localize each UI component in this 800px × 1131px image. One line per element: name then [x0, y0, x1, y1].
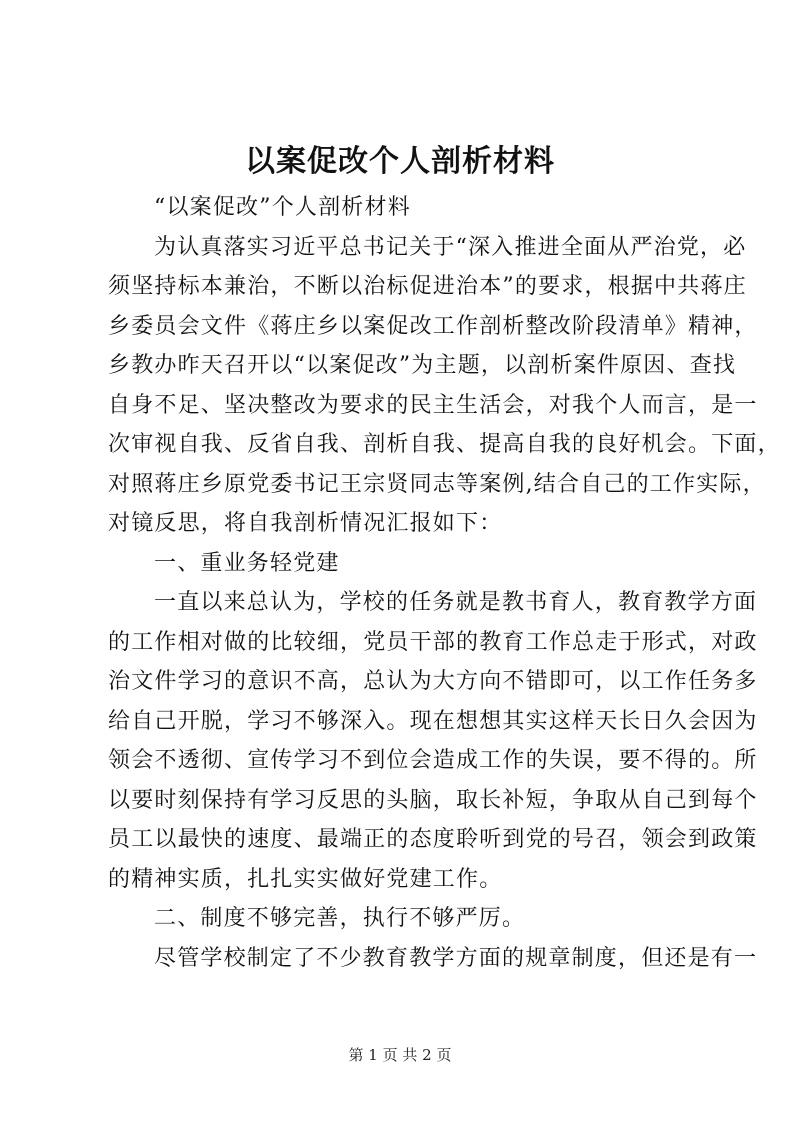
- body-line: 治文件学习的意识不高，总认为大方向不错即可，以工作任务多: [108, 669, 758, 694]
- body-line: 须坚持标本兼治，不断以治标促进治本”的要求，根据中共蒋庄: [108, 274, 747, 299]
- body-line: 领会不透彻、宣传学习不到位会造成工作的失误，要不得的。所: [108, 748, 758, 773]
- section-heading: 二、制度不够完善，执行不够严厉。: [154, 906, 526, 931]
- body-line: 次审视自我、反省自我、剖析自我、提高自我的良好机会。下面，: [108, 432, 781, 457]
- document-body: [108, 188, 781, 978]
- body-line: 乡教办昨天召开以“以案促改”为主题，以剖析案件原因、查找: [108, 353, 737, 378]
- body-line: 的精神实质，扎扎实实做好党建工作。: [108, 866, 503, 892]
- body-line: 乡委员会文件《蒋庄乡以案促改工作剖析整改阶段清单》精神，: [108, 313, 758, 339]
- body-line: 自身不足、坚决整改为要求的民主生活会，对我个人而言，是一: [108, 392, 758, 418]
- subtitle-line: “以案促改”个人剖析材料: [154, 195, 411, 220]
- body-line: 对镜反思，将自我剖析情况汇报如下：: [108, 511, 503, 536]
- body-line: 员工以最快的速度、最端正的态度聆听到党的号召，领会到政策: [108, 827, 758, 852]
- body-line: 的工作相对做的比较细，党员干部的教育工作总走于形式，对政: [108, 629, 758, 655]
- body-line: 一直以来总认为，学校的任务就是教书育人，教育教学方面: [154, 590, 758, 615]
- page-footer: 第 1 页 共 2 页: [348, 1046, 452, 1064]
- body-line: 对照蒋庄乡原党委书记王宗贤同志等案例,结合自己的工作实际，: [108, 471, 766, 497]
- body-line: 尽管学校制定了不少教育教学方面的规章制度，但还是有一: [154, 945, 758, 971]
- body-line: 为认真落实习近平总书记关于“深入推进全面从严治党，必: [154, 234, 747, 260]
- section-heading: 一、重业务轻党建: [154, 550, 340, 576]
- document-title: 以案促改个人剖析材料: [245, 144, 555, 179]
- body-line: 给自己开脱，学习不够深入。现在想想其实这样天长日久会因为: [108, 708, 758, 734]
- body-line: 以要时刻保持有学习反思的头脑，取长补短，争取从自己到每个: [108, 787, 758, 813]
